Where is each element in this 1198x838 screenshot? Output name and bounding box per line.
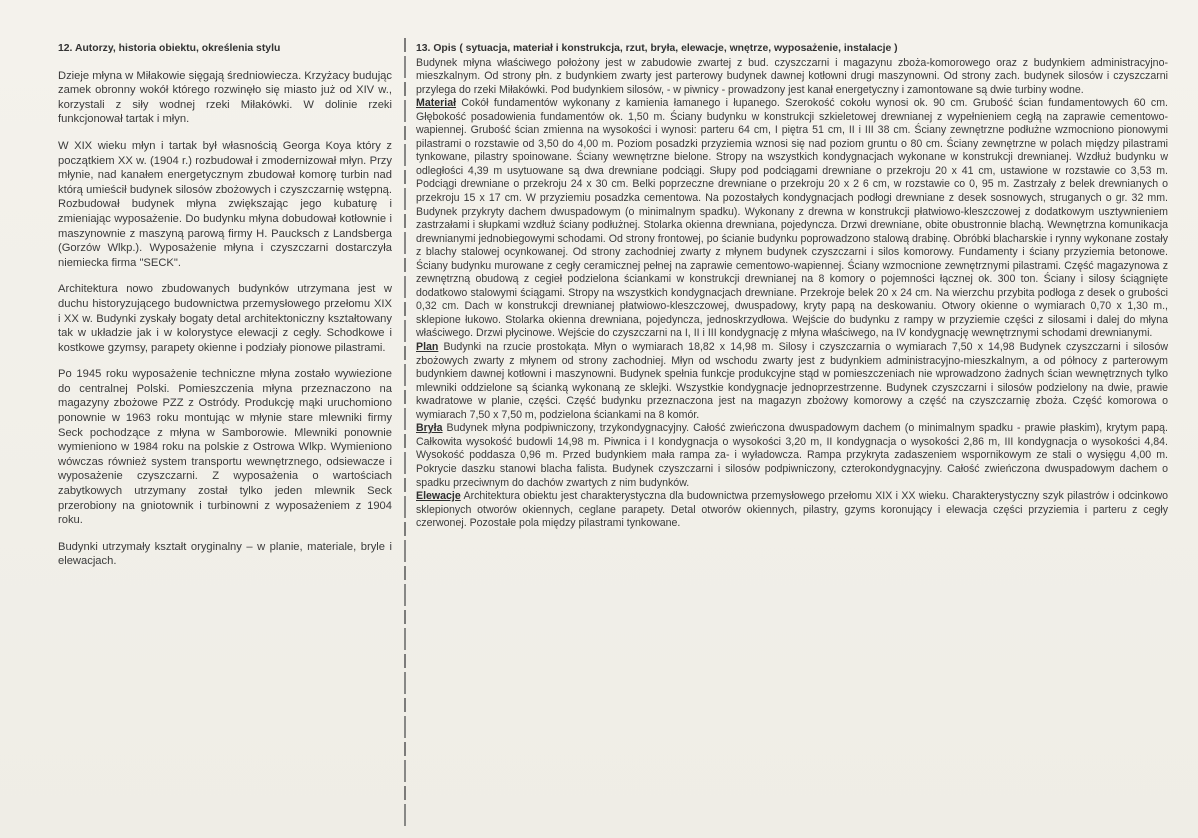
elewacje-text: Architektura obiektu jest charakterystyczna dla budownictwa przemysłowego przełomu XIX i XX wieku. Charakterystyczny szyk pilastrów i odcinkowo sklepionych otworów okiennych, ceglane parapety. Detal otworów okiennych, pilastry, gzyms koronujący i elewacja części przyziemia i parteru z cegły czerwonej. Pozostałe pola między pilastrami tynkowane.: [416, 490, 1168, 530]
elewacje-section: [416, 490, 1168, 531]
left-column: [58, 42, 392, 581]
bryla-text: Budynek młyna podpiwniczony, trzykondygnacyjny. Całość zwieńczona dwuspadowym dachem (o minimalnym spadku - prawie płaskim), krytym papą. Całkowita wysokość budowli 14,98 m. Piwnica i I kondygnacja o wysokości 3,20 m, II kondygnacja o wysokości 2,86 m, III kondygnacja o wysokości 4,84. Wysokość poddasza 0,96 m. Przed budynkiem mała rampa za- i wyładowcza. Rampa przykryta zadaszeniem wspornikowym ze stali o wysięgu 4,00 m. Pokrycie daszku stanowi blacha falista. Budynek czyszczarni i silosów podpiwniczony, czterokondygnacyjny. Całość zwieńczona dwuspadowym dachem o spadku przeciwnym do dachów zwartych z nim budynków.: [416, 422, 1168, 489]
elewacje-label: Elewacje: [416, 490, 461, 503]
section-12-heading: 12. Autorzy, historia obiektu, określenia stylu: [58, 43, 281, 54]
material-section: [416, 97, 1168, 341]
history-paragraph-1: Dzieje młyna w Miłakowie sięgają średniowiecza. Krzyżacy budując zamek obronny wokół którego rozwinęło się miasto już od XIV w., korzystali z siły wodnej rzeki Miłakówki. W dolinie rzeki funkcjonował tartak i młyn.: [58, 69, 392, 126]
plan-section: [416, 341, 1168, 422]
material-text: Cokół fundamentów wykonany z kamienia łamanego i łupanego. Szerokość cokołu wynosi ok. 90 cm. Grubość ścian fundamentowych 60 cm. Głębokość posadowienia fundamentów ok. 1,50 m. Ściany budynku w konstrukcji szkieletowej drewnianej z wypełnieniem cegłą na zaprawie cementowo-wapiennej. Grubość ścian zmienna na wysokości i wynosi: parteru 64 cm, I piętra 51 cm, II i III 38 cm. Ściany zewnętrzne podłużne wzmocniono pionowymi pilastrami o rozstawie od 3,50 do 4,00 m. Poziom posadzki przyziemia wznosi się nad poziom gruntu o 80 cm. Ściany zewnętrzne w polach między pilastrami tynkowane, pilastry spoinowane. Ściany wewnętrzne bielone. Stropy na wszystkich kondygnacjach wykonane w konstrukcji drewnianej. Wzdłuż budynku w odległości 4,39 m usytuowane są dwa drewniane podciągi. Słupy pod podciągami drewniane o przekroju 20 x 41 cm, ustawione w rozstawie co 3,53 m. Podciągi drewniane o przekroju 24 x 30 cm. Belki poprzeczne drewniane o przekroju 20 x 2 6 cm, w rozstawie co 0, 95 m. Zastrzały z belek drewnianych o przekroju 15 x 17 cm. W przyziemiu posadzka cementowa. Na pozostałych kondygnacjach podłogi drewniane z desek sosnowych, struganych o gr. 32 mm. Budynek przykryty dachem dwuspadowym (o minimalnym spadku). Wykonany z drewna w konstrukcji płatwiowo-kleszczowej z dodatkowym usztywnieniem zastrzałami i słupkami wzdłuż ściany podłużnej. Stolarka okienna drewniana, pojedyncza. Drzwi drewniane, obite obustronnie blachą. Wewnętrzna komunikacja drewnianymi jednobiegowymi schodami. Od strony frontowej, po ścianie budynku poprowadzono stalową drabinę. Obróbki blacharskie i rynny wykonane zostały z blachy stalowej ocynkowanej. Od strony zachodniej zwarty z młynem budynek czyszczarni i silos komorowy. Fundamenty i ściany przyziemia betonowe. Ściany budynku murowane z cegły ceramicznej pełnej na zaprawie cementowo-wapiennej. Ściany wzmocnione zewnętrznymi pilastrami. Część magazynowa z zewnętrzną obudową z cegieł podzielona ściankami w konstrukcji drewnianej na 8 komory o pojemności łącznej ok. 300 ton. Ściany i silosy ściągnięte dodatkowo stalowymi ściągami. Stropy na wszystkich kondygnacjach drewniane. Przekroje belek 20 x 24 cm. Na wierzchu przybita podłoga z desek o grubości 0,32 cm. Dach w konstrukcji drewnianej płatwiowo-kleszczowej, dwuspadowy, kryty papą na deskowaniu. Otwory okienne o wymiarach 0,70 x 1,30 m., sklepione łukowo. Stolarka okienna drewniana, pojedyncza, jednoskrzydłowa. Wejście do budynku z rampy w przyziemie części z silosami i dalej do młyna właściwego. Drzwi płycinowe. Wejście do czyszczarni na I, II i III kondygnację z młyna właściwego, na IV kondygnację wewnętrznymi schodami drewnianymi.: [416, 97, 1168, 340]
right-column: [416, 42, 1168, 531]
bryla-section: [416, 422, 1168, 490]
history-paragraph-5: Budynki utrzymały kształt oryginalny – w planie, materiale, bryle i elewacjach.: [58, 540, 392, 568]
history-paragraph-4: Po 1945 roku wyposażenie techniczne młyna zostało wywiezione do centralnej Polski. Pomieszczenia młyna przeznaczono na magazyny zbożowe PZZ z Ostródy. Produkcję mąki uruchomiono ponownie w 1963 roku montując w młynie stare mlewniki firmy Seck pochodzące z młyna w Samborowie. Mlewniki ponownie wymieniono w 1984 roku na polskie z Ostrowa Wlkp. Wymieniono wówczas również system transportu wewnętrznego, odsiewacze i wyposażenie czyszczarni. Z wyposażenia o wartościach zabytkowych utrzymany został tylko jeden mlewnik Seck przerobiony na gniotownik i turbinowni z wyposażeniem z 1904 roku.: [58, 368, 392, 527]
plan-text: Budynki na rzucie prostokąta. Młyn o wymiarach 18,82 x 14,98 m. Silosy i czyszczarnia o wymiarach 7,50 x 14,98 Budynek czyszczarni i silosów zbożowych zwarty z młynem od strony zachodniej. Młyn od wschodu zwarty jest z budynkiem administracyjno-mieszkalnym, a od północy z parterowym budynkiem dawnej kotłowni i maszynowni. Budynek spełnia funkcje produkcyjne stąd w pomieszczeniach nie wprowadzono żadnych ścian wewnętrznych tylko mlewniki oddzielone są ścianką wykonaną ze sklejki. Wszystkie kondygnacje jednoprzestrzenne. Budynek czyszczarni i silosów podzielony na dwie, prawie kwadratowe w planie, części. Część budynku przeznaczona jest na magazyn zbożowy komorowy a część na czyszczarnię zboża. Część komorowa o wymiarach 7,50 x 7,50 m, podzielona ściankami na 8 komór.: [416, 341, 1168, 421]
material-label: Materiał: [416, 97, 457, 110]
bryla-label: Bryła: [416, 422, 443, 435]
section-13-heading: 13. Opis ( sytuacja, materiał i konstrukcja, rzut, bryła, elewacje, wnętrze, wyposażenie, instalacje ): [416, 43, 898, 54]
history-paragraph-2: W XIX wieku młyn i tartak był własnością Georga Koya który z początkiem XX w. (1904 r.) rozbudował i zmodernizował młyn. Przy młynie, nad kanałem energetycznym zbudował komorę turbin nad którą umieścił budynek silosów zbożowych i czyszczarnię wstępną. Rozbudował budynek młyna zwiększając jego kubaturę i zmieniając wyposażenie. Do budynku młyna dobudował kotłownie i maszynownie z maszyną parową firmy H. Paucksch z Landsberga (Gorzów Wlkp.). Wyposażenie młyna i czyszczarni dostarczyła niemiecka firma "SECK".: [58, 139, 392, 269]
history-paragraph-3: Architektura nowo zbudowanych budynków utrzymana jest w duchu historyzującego budownictwa przemysłowego przełomu XIX i XX w. Budynki zyskały bogaty detal architektoniczny kształtowany tak w układzie jak i w kolorystyce elewacji z cegły. Schodkowe i kostkowe gzymsy, parapety okienne i podziały pionowe pilastrami.: [58, 283, 392, 354]
description-intro: Budynek młyna właściwego położony jest w zabudowie zwartej z bud. czyszczarni i magazynu zboża-komorowego oraz z budynkiem administracyjno-mieszkalnym. Od strony płn. z budynkiem zwarty jest parterowy budynek dawnej kotłowni drugi maszynowni. Od strony zach. budynek silosów i czyszczarni przylega do rzeki Miłakówki. Pod budynkiem silosów, - w piwnicy - prowadzony jest kanał energetyczny i zamontowane są dwie turbiny wodne.: [416, 56, 1168, 96]
plan-label: Plan: [416, 341, 439, 354]
column-divider: [404, 38, 406, 828]
